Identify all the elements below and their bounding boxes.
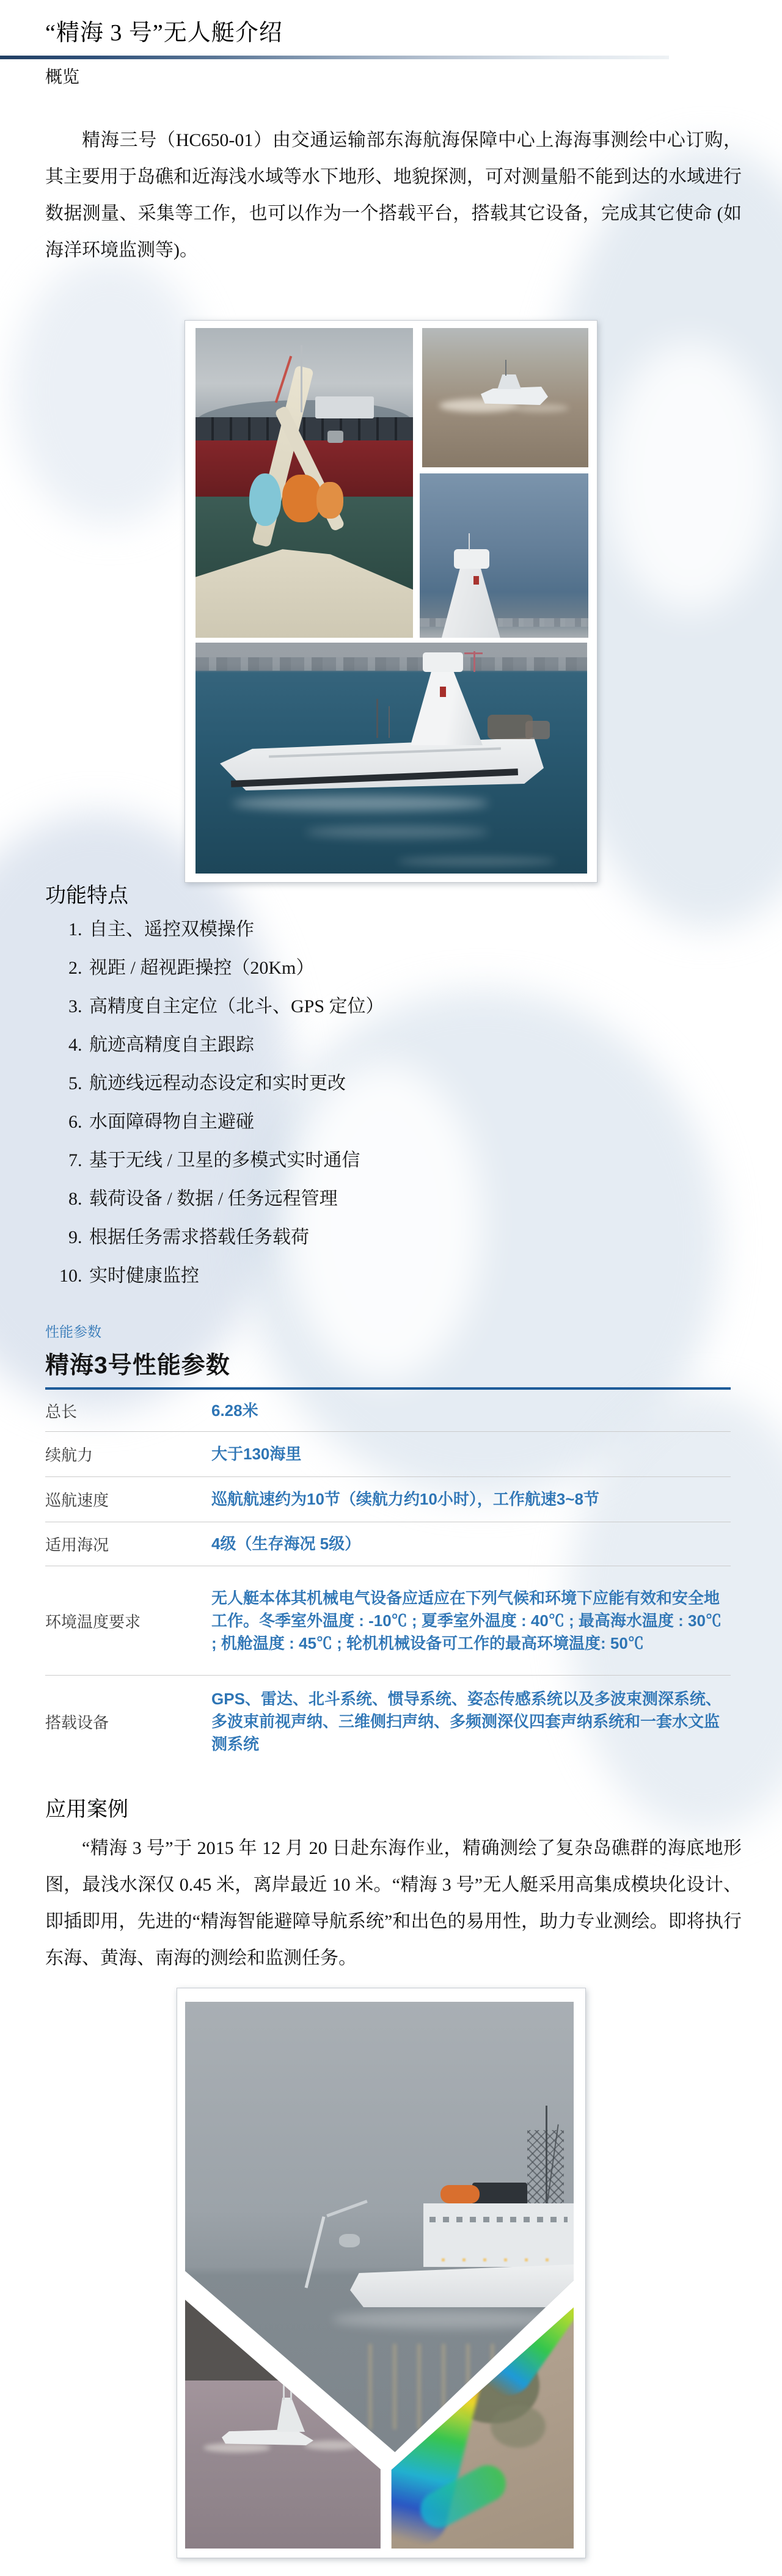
spec-row xyxy=(45,1566,731,1676)
feature-item: 10. 实时健康监控 xyxy=(87,1257,384,1295)
overview-paragraph: 精海三号（HC650-01）由交通运输部东海航海保障中心上海海事测绘中心订购，其主要用于岛礁和近海浅水域等水下地形、地貌探测，可对测量船不能到达的水域进行数据测量、采集等工作，也可以作为一个搭载平台，搭载其它设备，完成其它使命 (如海洋环境监测等)。 xyxy=(45,130,742,260)
spec-value: 6.28米 xyxy=(211,1401,258,1420)
feature-item: 7. 基于无线 / 卫星的多模式实时通信 xyxy=(87,1141,384,1180)
feature-item: 4. 航迹高精度自主跟踪 xyxy=(87,1026,384,1064)
spec-row xyxy=(45,1522,731,1566)
feature-item: 5. 航迹线远程动态设定和实时更改 xyxy=(87,1064,384,1103)
feature-item: 2. 视距 / 超视距操控（20Km） xyxy=(87,949,384,987)
spec-row xyxy=(45,1676,731,1767)
spec-label: 续航力 xyxy=(45,1446,93,1464)
photo-collage-top xyxy=(185,320,597,883)
feature-item: 9. 根据任务需求搭载任务载荷 xyxy=(87,1218,384,1257)
usv-on-brown-sea-photo xyxy=(422,328,588,467)
spec-label: 环境温度要求 xyxy=(45,1612,141,1631)
spec-value: 巡航航速约为10节（续航力约10小时），工作航速3~8节 xyxy=(211,1490,599,1508)
cases-heading: 应用案例 xyxy=(45,1798,128,1821)
spec-label: 总长 xyxy=(45,1402,78,1421)
spec-label: 巡航速度 xyxy=(45,1491,109,1509)
blue-sky-sea-photo xyxy=(420,473,588,638)
photo-collage-bottom xyxy=(177,1988,586,2558)
usv-city-skyline-photo xyxy=(196,643,587,874)
feature-item: 6. 水面障碍物自主避碰 xyxy=(87,1103,384,1141)
feature-item: 3. 高精度自主定位（北斗、GPS 定位） xyxy=(87,987,384,1026)
spec-row xyxy=(45,1432,731,1477)
spec-value: GPS、雷达、北斗系统、惯导系统、姿态传感系统以及多波束测深系统、多波束前视声纳、三维侧扫声纳、多频测深仪四套声纳系统和一套水文监测系统 xyxy=(211,1689,722,1753)
page-title: “精海 3 号”无人艇介绍 xyxy=(45,20,283,46)
spec-label: 适用海况 xyxy=(45,1536,109,1554)
specs-table xyxy=(45,1390,731,1767)
features-heading: 功能特点 xyxy=(45,885,128,907)
spec-value: 无人艇本体其机械电气设备应适应在下列气候和环境下应能有效和安全地工作。冬季室外温度 : -10℃ ; 夏季室外温度 : 40℃ ; 最高海水温度 : 30℃ ; 机舱温度 : 45℃ ; 轮机机械设备可工作的最高环境温度: 50℃ xyxy=(211,1588,722,1652)
spec-row xyxy=(45,1477,731,1522)
overview-label: 概览 xyxy=(45,68,80,87)
spec-value: 4级（生存海况 5级） xyxy=(211,1534,361,1553)
specs-heading: 精海3号性能参数 xyxy=(45,1352,230,1379)
spec-value: 大于130海里 xyxy=(211,1445,302,1463)
spec-row xyxy=(45,1390,731,1432)
watermark-blob xyxy=(605,342,776,611)
watermark-blob xyxy=(12,257,208,525)
features-list xyxy=(65,910,384,1295)
spec-label: 搭载设备 xyxy=(45,1713,109,1732)
usv-stern-with-cargo-ship-photo xyxy=(196,328,413,638)
feature-item: 1. 自主、遥控双模操作 xyxy=(87,910,384,949)
feature-item: 8. 载荷设备 / 数据 / 任务远程管理 xyxy=(87,1180,384,1218)
collage-inner xyxy=(185,2002,574,2549)
cases-paragraph: “精海 3 号”于 2015 年 12 月 20 日赴东海作业，精确测绘了复杂岛礁群的海底地形图，最浅水深仅 0.45 米，离岸最近 10 米。“精海 3 号”无人艇采用高集成模块化设计、即插即用，先进的“精海智能避障导航系统”和出色的易用性，助力专业测绘。即将执行东海、黄海、南海的测绘和监测任务。 xyxy=(45,1838,742,1968)
specs-tab-link[interactable]: 性能参数 xyxy=(45,1324,101,1340)
title-accent-bar xyxy=(0,56,669,59)
